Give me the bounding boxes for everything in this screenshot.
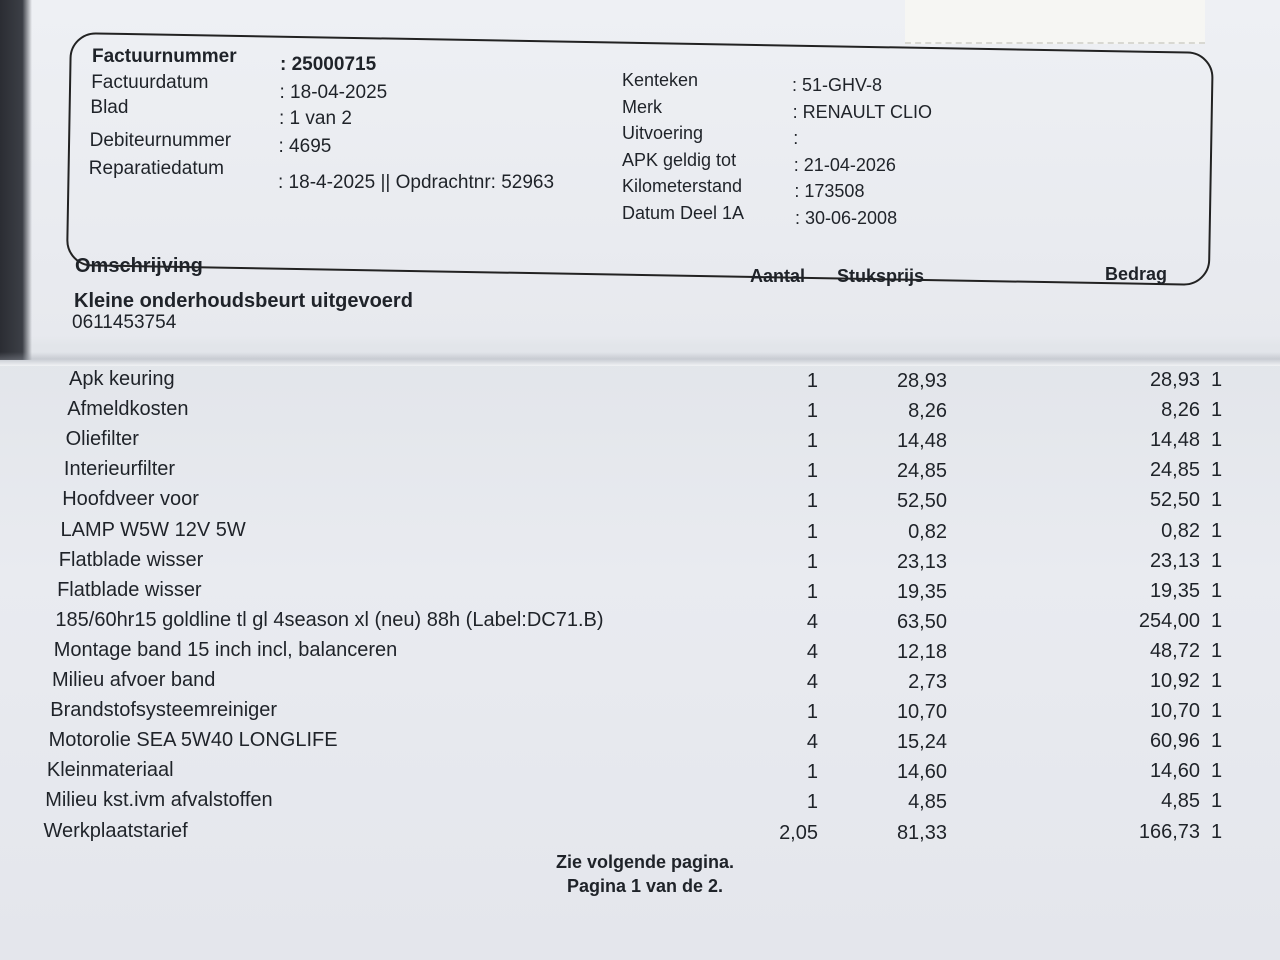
item-unit-price: 14,48 bbox=[896, 430, 947, 453]
header-value: : 18-04-2025 bbox=[279, 82, 388, 103]
item-unit-price: 4,85 bbox=[908, 791, 947, 814]
header-value: : 21-04-2026 bbox=[793, 154, 896, 175]
item-description: Milieu afvoer band bbox=[52, 669, 216, 691]
item-description: Interieurfilter bbox=[63, 458, 176, 481]
header-value: : 25000715 bbox=[280, 54, 377, 75]
item-amount: 24,85 bbox=[1149, 459, 1200, 482]
header-value: : 1 van 2 bbox=[279, 108, 352, 129]
item-quantity: 1 bbox=[806, 400, 818, 423]
item-quantity: 1 bbox=[806, 520, 818, 543]
item-unit-price: 19,35 bbox=[896, 580, 947, 603]
item-amount: 14,48 bbox=[1149, 429, 1200, 452]
item-description: Milieu kst.ivm afvalstoffen bbox=[45, 789, 273, 812]
background-edge bbox=[0, 0, 32, 360]
header-label: Factuurdatum bbox=[91, 72, 209, 93]
header-label: Reparatiedatum bbox=[88, 158, 224, 179]
item-description: Hoofdveer voor bbox=[62, 488, 199, 511]
header-value: : 18-4-2025 || Opdrachtnr: 52963 bbox=[278, 172, 555, 193]
phone-number: 0611453754 bbox=[72, 312, 177, 333]
header-label: APK geldig tot bbox=[622, 149, 737, 170]
item-unit-price: 24,85 bbox=[896, 460, 947, 483]
column-unit-price: Stuksprijs bbox=[837, 266, 925, 286]
item-amount: 8,26 bbox=[1161, 399, 1200, 422]
item-code: 1 bbox=[1211, 700, 1223, 723]
header-value: : 4695 bbox=[278, 136, 332, 157]
header-label: Factuurnummer bbox=[92, 46, 237, 67]
item-unit-price: 8,26 bbox=[908, 400, 947, 423]
item-unit-price: 52,50 bbox=[896, 490, 947, 513]
item-description: Flatblade wisser bbox=[58, 548, 204, 571]
item-amount: 254,00 bbox=[1138, 609, 1200, 632]
item-amount: 10,92 bbox=[1149, 670, 1200, 692]
item-description: Apk keuring bbox=[69, 368, 175, 390]
header-label: Uitvoering bbox=[622, 123, 704, 143]
item-code: 1 bbox=[1211, 399, 1223, 422]
item-description: Kleinmateriaal bbox=[46, 759, 174, 782]
item-quantity: 4 bbox=[806, 640, 818, 663]
header-label: Datum Deel 1A bbox=[622, 202, 745, 223]
item-quantity: 1 bbox=[806, 791, 818, 814]
item-quantity: 1 bbox=[806, 430, 818, 453]
item-code: 1 bbox=[1211, 790, 1223, 813]
item-quantity: 1 bbox=[806, 370, 818, 392]
item-unit-price: 12,18 bbox=[896, 640, 947, 663]
item-quantity: 4 bbox=[806, 610, 818, 633]
item-amount: 48,72 bbox=[1149, 639, 1200, 662]
item-quantity: 2,05 bbox=[779, 821, 818, 844]
item-description: LAMP W5W 12V 5W bbox=[60, 518, 246, 541]
item-amount: 52,50 bbox=[1149, 489, 1200, 512]
item-code: 1 bbox=[1211, 639, 1223, 662]
item-amount: 28,93 bbox=[1149, 369, 1200, 391]
item-amount: 60,96 bbox=[1149, 730, 1200, 753]
footer-page-number: Pagina 1 van de 2. bbox=[566, 876, 724, 896]
item-amount: 0,82 bbox=[1161, 519, 1200, 542]
item-quantity: 4 bbox=[806, 671, 818, 693]
item-description: Afmeldkosten bbox=[67, 398, 189, 421]
column-description: Omschrijving bbox=[75, 255, 203, 277]
item-description: 185/60hr15 goldline tl gl 4season xl (neu) 88h (Label:DC71.B) bbox=[55, 608, 604, 631]
item-code: 1 bbox=[1211, 579, 1223, 602]
header-label: Kilometerstand bbox=[622, 176, 743, 196]
header-label: Debiteurnummer bbox=[89, 130, 232, 151]
item-code: 1 bbox=[1211, 609, 1223, 632]
header-label: Blad bbox=[90, 97, 129, 118]
column-amount: Bedrag bbox=[1105, 264, 1168, 284]
item-quantity: 1 bbox=[806, 550, 818, 573]
item-description: Werkplaatstarief bbox=[43, 819, 188, 842]
header-label: Merk bbox=[622, 96, 662, 117]
item-quantity: 1 bbox=[806, 761, 818, 784]
tape-strip bbox=[905, 0, 1205, 44]
item-code: 1 bbox=[1211, 459, 1223, 482]
footer-next-page: Zie volgende pagina. bbox=[555, 852, 735, 872]
item-amount: 19,35 bbox=[1149, 579, 1200, 602]
header-label: Kenteken bbox=[622, 70, 699, 90]
item-amount: 166,73 bbox=[1138, 820, 1200, 843]
item-quantity: 1 bbox=[806, 490, 818, 513]
item-code: 1 bbox=[1211, 519, 1223, 542]
header-value: : RENAULT CLIO bbox=[792, 101, 932, 122]
item-amount: 23,13 bbox=[1149, 549, 1200, 572]
item-unit-price: 28,93 bbox=[896, 370, 947, 392]
item-quantity: 1 bbox=[806, 460, 818, 483]
item-quantity: 4 bbox=[806, 731, 818, 754]
item-quantity: 1 bbox=[806, 580, 818, 603]
column-quantity: Aantal bbox=[750, 266, 806, 286]
item-unit-price: 63,50 bbox=[896, 610, 947, 633]
item-code: 1 bbox=[1211, 760, 1223, 783]
item-code: 1 bbox=[1211, 549, 1223, 572]
item-unit-price: 23,13 bbox=[896, 550, 947, 573]
item-code: 1 bbox=[1211, 670, 1223, 692]
paper-fold bbox=[0, 352, 1280, 366]
item-code: 1 bbox=[1211, 429, 1223, 452]
item-unit-price: 0,82 bbox=[908, 520, 947, 543]
item-unit-price: 81,33 bbox=[896, 821, 947, 844]
item-unit-price: 2,73 bbox=[908, 671, 947, 693]
item-amount: 4,85 bbox=[1161, 790, 1200, 813]
item-description: Motorolie SEA 5W40 LONGLIFE bbox=[48, 729, 338, 752]
item-code: 1 bbox=[1211, 820, 1223, 843]
item-code: 1 bbox=[1211, 730, 1223, 753]
item-unit-price: 15,24 bbox=[896, 731, 947, 754]
item-description: Montage band 15 inch incl, balanceren bbox=[53, 638, 398, 661]
item-unit-price: 10,70 bbox=[896, 701, 947, 724]
header-value: : 30-06-2008 bbox=[795, 207, 898, 228]
header-value: : 51-GHV-8 bbox=[792, 75, 883, 95]
work-title: Kleine onderhoudsbeurt uitgevoerd bbox=[74, 290, 413, 312]
item-description: Brandstofsysteemreiniger bbox=[50, 699, 278, 722]
item-code: 1 bbox=[1211, 489, 1223, 512]
header-value: : 173508 bbox=[794, 181, 865, 201]
header-value: : bbox=[793, 128, 799, 148]
item-description: Oliefilter bbox=[65, 428, 139, 451]
item-description: Flatblade wisser bbox=[57, 578, 202, 601]
item-unit-price: 14,60 bbox=[896, 761, 947, 784]
item-code: 1 bbox=[1211, 369, 1223, 391]
item-amount: 10,70 bbox=[1149, 700, 1200, 723]
item-quantity: 1 bbox=[806, 701, 818, 724]
item-amount: 14,60 bbox=[1149, 760, 1200, 783]
